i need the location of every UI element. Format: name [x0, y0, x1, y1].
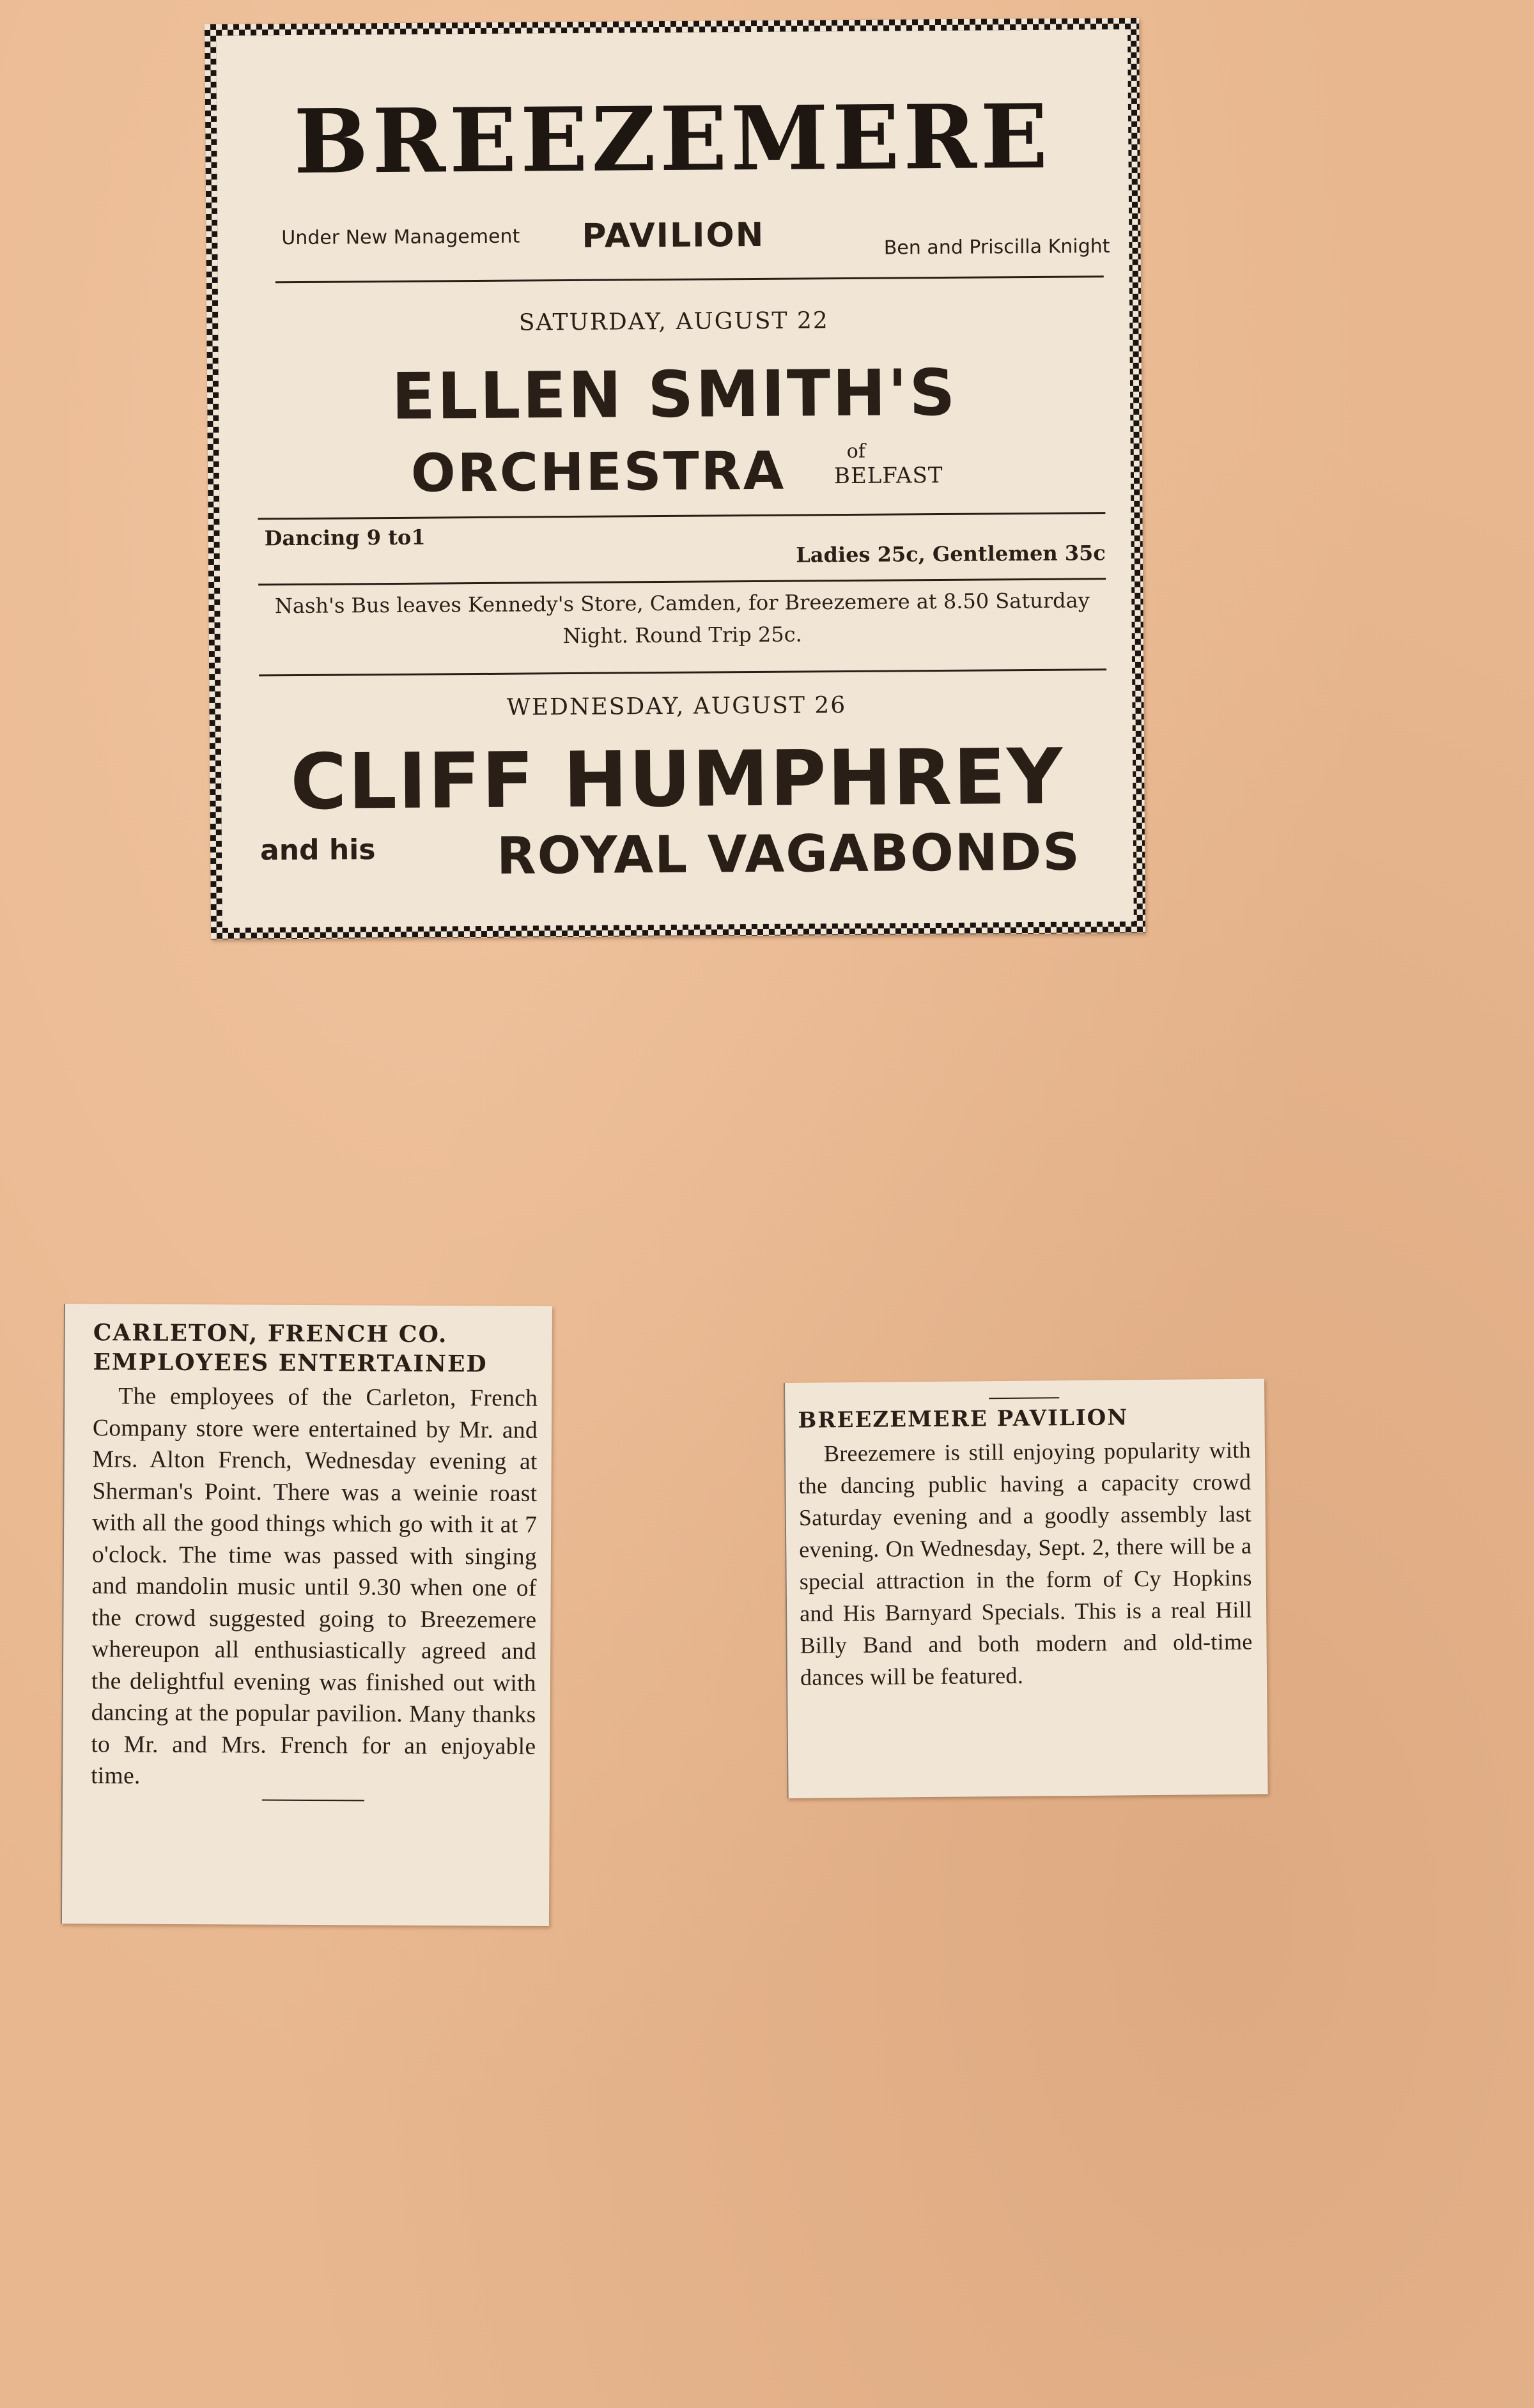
event2-and-his: and his	[260, 833, 376, 867]
management-note: Under New Management	[281, 225, 520, 250]
event2-band-leader: CLIFF HUMPHREY	[290, 732, 1064, 828]
event1-date: SATURDAY, AUGUST 22	[518, 307, 829, 336]
advertisement-panel	[216, 29, 1134, 928]
top-rule	[989, 1397, 1059, 1399]
article1-headline-line2: EMPLOYEES ENTERTAINED	[93, 1348, 488, 1378]
event1-band-town: BELFAST	[833, 462, 943, 490]
end-rule	[262, 1799, 364, 1801]
divider	[258, 512, 1105, 520]
venue-name: BREEZEMERE	[293, 84, 1052, 194]
bus-note: Nash's Bus leaves Kennedy's Store, Camden, for Breezemere at 8.50 Saturday Night. Round Trip 25c.	[274, 588, 1090, 649]
admission-prices: Ladies 25c, Gentlemen 35c	[796, 541, 1106, 567]
article2-body: Breezemere is still enjoying popularity with the dancing public having a capacity crowd Saturday evening and a goodly assembly last evening. On Wednesday, Sept. 2, there will be a special attraction in the form of Cy Hopkins and His Barnyard Specials. This is a real Hill Billy Band and both modern and old-time dances will be featured.	[798, 1437, 1253, 1690]
breezemere-pavilion-article-clipping	[784, 1378, 1268, 1798]
dance-advertisement-clipping	[205, 18, 1145, 939]
article1-body: The employees of the Carleton, French Company store were entertained by Mr. and Mrs. Alton French, Wednesday evening at Sherman's Point. There was a weinie roast with all the good things which go with it at 7 o'clock. The time was passed with singing and mandolin music until 9.30 when one of the crowd suggested going to Breezemere whereupon all enthusiastically agreed and the delightful evening was finished out with dancing at the popular pavilion. Many thanks to Mr. and Mrs. French for an enjoyable time.	[91, 1383, 538, 1789]
divider	[275, 275, 1104, 283]
dancing-hours: Dancing 9 to1	[264, 525, 426, 551]
proprietors: Ben and Priscilla Knight	[883, 235, 1110, 259]
carleton-french-article-clipping	[61, 1304, 552, 1926]
article1-headline-line1: CARLETON, FRENCH CO.	[93, 1319, 448, 1348]
pavilion-label: PAVILION	[582, 215, 765, 256]
divider	[259, 668, 1106, 676]
event2-date: WEDNESDAY, AUGUST 26	[506, 692, 847, 721]
event2-band-ensemble: ROYAL VAGABONDS	[496, 822, 1081, 886]
event1-band-name: ELLEN SMITH'S	[391, 355, 957, 434]
article2-headline: BREEZEMERE PAVILION	[798, 1405, 1129, 1433]
event1-band-ensemble: ORCHESTRA	[410, 440, 786, 504]
event1-band-of: of	[846, 440, 865, 463]
